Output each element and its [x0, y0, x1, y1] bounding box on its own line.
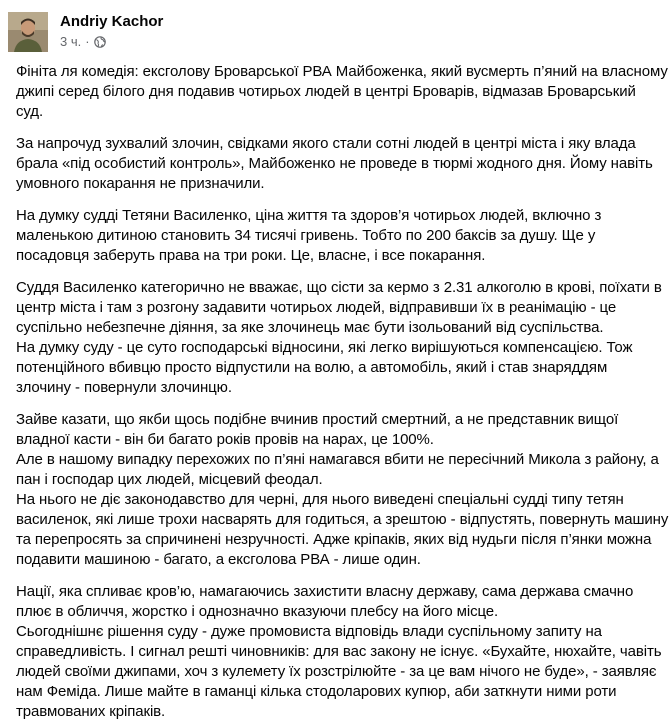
text-line: джипі серед білого дня подавив чотирьох людей в центрі Броварів, відмазав Броварський	[16, 83, 636, 100]
text-line: подавити машиною - багато, а ексголова РВА - лише один.	[16, 551, 421, 568]
text-line: нам Феміда. Лише майте в гаманці кілька стодоларових купюр, аби заткнути ними роти	[16, 683, 617, 700]
text-line: маленькою дитиною становить 34 тисячі гривень. Тобто по 200 баксів за душу. Ще у	[16, 227, 596, 244]
avatar[interactable]	[8, 12, 48, 52]
author-block	[60, 13, 163, 50]
text-line: плює в обличчя, жорстко і однозначно вказуючи плебсу на його місце.	[16, 603, 499, 620]
text-line: злочину - повернули злочинцю.	[16, 379, 232, 396]
text-line: брала «під особистий контроль», Майбоженко не проведе в тюрмі жодного дня. Йому навіть	[16, 155, 653, 172]
text-line: травмованих кріпаків.	[16, 703, 166, 720]
text-line: потенційного вбивцю просто відпустили на волю, а автомобіль, який і став знаряддям	[16, 359, 608, 376]
post-paragraph	[16, 410, 669, 570]
post-paragraph	[16, 62, 666, 122]
text-line: Але в нашому випадку перехожих по п’яні намагався вбити не пересічний Микола з району, а	[16, 451, 659, 468]
text-line: та перепросять за спричинені незручності. Адже кріпаків, яких від нудьги після п’янки можна	[16, 531, 652, 548]
text-line: Суддя Василенко категорично не вважає, що сісти за кермо з 2.31 алкоголю в крові, поїхати в	[16, 279, 662, 296]
text-line: людей своїми джипами, хоч з кулемету їх розстрілюйте - за це вам нічого не буде», - заявляє	[16, 663, 657, 680]
text-line: владної касти - він би багато років провів на нарах, це 100%.	[16, 431, 434, 448]
author-name[interactable]: Andriy Kachor	[60, 13, 164, 30]
text-line: посадовця заберуть права на три роки. Це, власне, і все покарання.	[16, 247, 486, 264]
post-paragraph	[16, 582, 666, 722]
text-line: суспільно небезпечне діяння, за яке злочинець має бути ізольований від суспільства.	[16, 319, 604, 336]
post-paragraph	[16, 206, 666, 266]
text-line: Зайве казати, що якби щось подібне вчинив простий смертний, а не представник вищої	[16, 411, 619, 428]
text-line: Нації, яка спливає кров’ю, намагаючись захистити власну державу, сама держава смачно	[16, 583, 634, 600]
text-line: Фініта ля комедія: ексголову Броварської РВА Майбоженка, який вусмерть п’яний на власному	[16, 63, 668, 80]
text-line: суд.	[16, 103, 44, 120]
text-line: центр міста і там з розгону задавити чотирьох людей, відправивши їх в реанімацію - це	[16, 299, 617, 316]
text-line: умовного покарання не призначили.	[16, 175, 265, 192]
post-time[interactable]: 3 ч.	[60, 34, 82, 49]
globe-icon[interactable]	[94, 36, 106, 48]
post-meta	[60, 34, 163, 50]
text-line: На нього не діє законодавство для черні, для нього виведені спеціальні судді типу тетян	[16, 491, 624, 508]
post-paragraph	[16, 278, 666, 398]
post-paragraph	[16, 134, 666, 194]
text-line: На думку суду - це суто господарські відносини, які легко вирішуються компенсацією. Тож	[16, 339, 633, 356]
text-line: пан і господар цих людей, місцевий феодал.	[16, 471, 323, 488]
text-line: На думку судді Тетяни Василенко, ціна життя та здоров’я чотирьох людей, включно з	[16, 207, 602, 224]
text-line: справедливість. І сигнал решті чиновників: для вас закону не існує. «Бухайте, нюхайте, чавіть	[16, 643, 662, 660]
post-header	[8, 10, 163, 54]
meta-separator: ·	[85, 34, 90, 49]
text-line: василенок, які лише трохи насварять для годиться, а зрештою - відпустять, повернуть машину	[16, 511, 669, 528]
post-body	[16, 62, 669, 722]
text-line: За напрочуд зухвалий злочин, свідками якого стали сотні людей в центрі міста і яку влада	[16, 135, 636, 152]
text-line: Сьогоднішнє рішення суду - дуже промовиста відповідь влади суспільному запиту на	[16, 623, 602, 640]
